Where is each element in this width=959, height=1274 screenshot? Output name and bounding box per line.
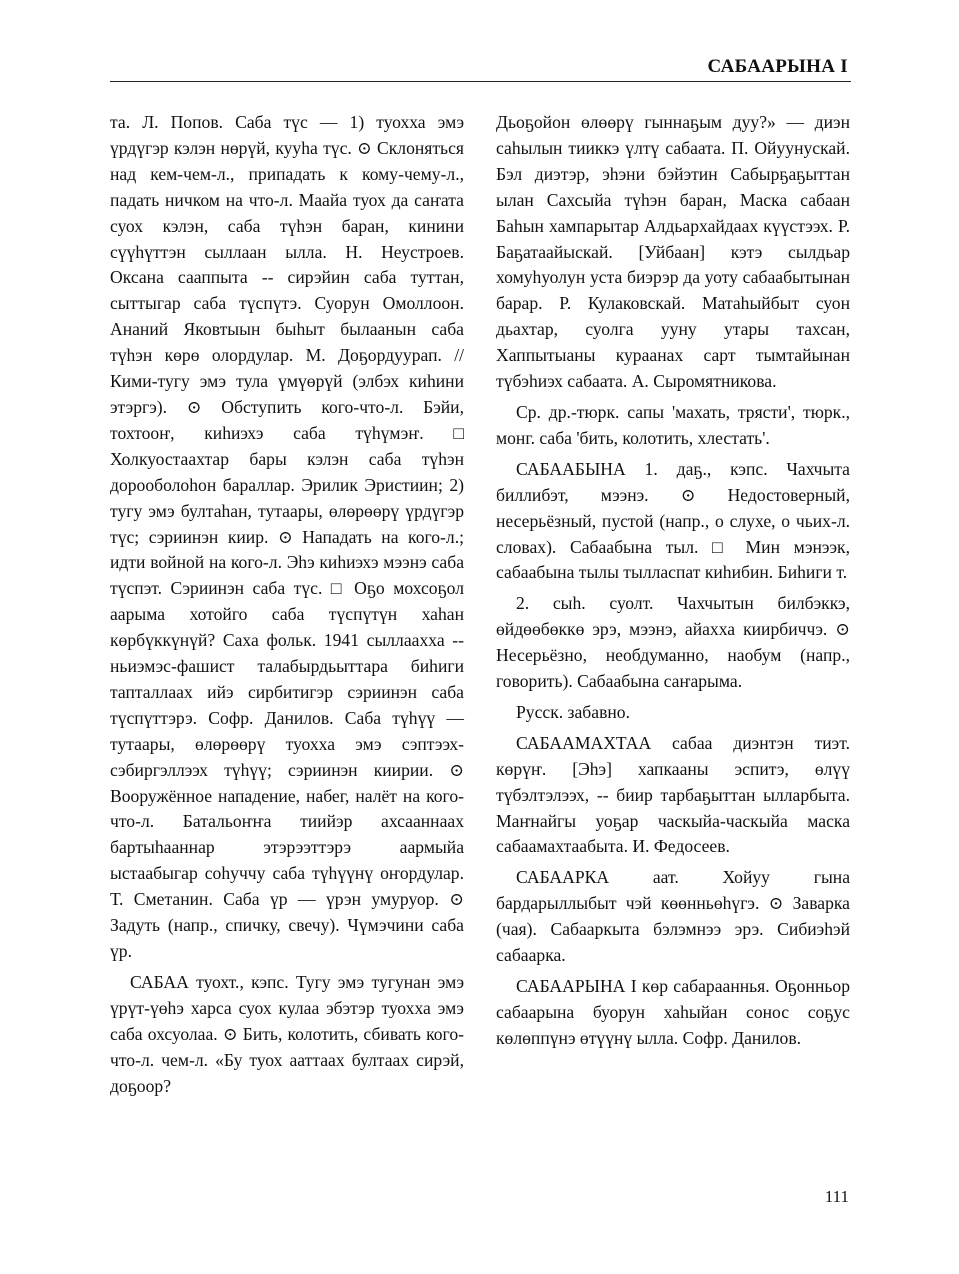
entry-paragraph: Дьоҕойон өлөөрү гыннаҕым дуу?» — диэн саһылын тииккэ үлтү сабаата. П. Ойуунускай. Бэл диэтэр, эһэни бэйэтин Сабырҕаҕыттан ылан Сахсыйа түһэн баран, Маска сабаан Баһын хампарытар Алдьархайдаах күүстээх. Р. Баҕатаайыскай. [Уйбаан] кэтэ сылдьар хомуһуолун уста биэрэр да уоту сабаабытынан барар. Р. Кулаковскай. Матаһыйбыт суон дьахтар, суолга ууну утары тахсан, Хаппытыаны кураанах сарт тымтайынан түбэһиэх сабаата. А. Сыромятникова. <box>496 112 850 392</box>
entry-sabaabyna-sense-2: 2. сыһ. суолт. Чахчытын билбэккэ, өйдөөбөккө эрэ, мээнэ, айахха киирбиччэ. ⊙ Несерьёзно, необдуманно, наобум (напр., говорить). Сабаабына саҥарыма. <box>496 593 850 692</box>
entry-sabaarka: САБААРКА аат. Хойуу гына бардарыллыбыт чэй көөнньөһүгэ. ⊙ Заварка (чая). Сабааркыта бэлэмнээ эрэ. Сибиэһэй сабаарка. <box>496 867 850 966</box>
right-column <box>496 110 850 1052</box>
left-column <box>110 110 464 1099</box>
etymology-note: Русск. забавно. <box>516 701 630 722</box>
entry-paragraph: та. Л. Попов. Саба түс — 1) туохха эмэ үрдүгэр кэлэн нөрүй, кууһа түс. ⊙ Склоняться над кем-чем-л., припадать к кому-чему-л., падать ничком на что-л. Маайа туох да саҥата суох кэлэн, саба түһэн баран, кинини сүүһүттэн сыллаан ылла. Н. Неустроев. Оксана сааппыта -- сирэйин саба туттан, сыттыгар саба түспүтэ. Суорун Омоллоон. Ананий Яковтыын быһыт былаанын саба түһэн көрө олордулар. М. Доҕордуурап. // Кими-тугу эмэ тула үмүөрүй (элбэх киһини этэргэ). ⊙ Обступить кого-что-л. Бэйи, тохтооҥ, киһиэхэ саба түһүмэҥ. □ Холкуостаахтар бары кэлэн саба түһэн дорооболоһон бараллар. Эрилик Эристиин; 2) тугу эмэ бултаһан, тутаары, өлөрөөрү үрдүгэр түс; сэриинэн киир. ⊙ Нападать на кого-л.; идти войной на кого-л. Эһэ киһиэхэ мээнэ саба түспэт. Сэриинэн саба түс. □ Оҕо мохсоҕол аарыма хотойго саба түспүтүн хаһан көрбүккүнүй? Саха фольк. 1941 сыллаахха -- ньиэмэс-фашист талабырдьыттара биһиги тапталлаах ийэ сирбитигэр сэриинэн саба түспүттэрэ. Софр. Данилов. Саба түһүү — тутаары, өлөрөөрү туохха эмэ сэптээх-сэбиргэллээх түһүү; сэриинэн киирии. ⊙ Вооружённое нападение, набег, налёт на кого-что-л. Батальоҥҥа тиийэр ахсааннаах бартыһааннар этэрээттэрэ аармыйа ыстаабыгар соһуччу саба түһүүнү оҥордулар. Т. Сметанин. Саба үр — үрэн умуруор. ⊙ Задуть (напр., спичку, свечу). Чүмэчини саба үр. <box>110 112 464 961</box>
entry-sabaa: САБАА туохт., кэпс. Тугу эмэ тугунан эмэ үрүт-үөһэ харса суох кулаа эбэтэр туохха эмэ саба охсуолаа. ⊙ Бить, колотить, сбивать кого-что-л. чем-л. «Бу туох ааттаах бултаах сирэй, доҕоор? <box>110 971 464 1096</box>
entry-sabaabyna: САБААБЫНА 1. даҕ., кэпс. Чахчыта биллибэт, мээнэ. ⊙ Недостоверный, несерьёзный, пустой (напр., о слухе, о чьих-л. словах). Сабаабына тыл. □ Мин мэнээк, сабаабына тылы тылласпат киһибин. Биһиги т. <box>496 458 850 583</box>
page-number: 111 <box>824 1187 849 1206</box>
running-head: САБААРЫНА I <box>707 56 848 77</box>
entry-sabaamakhtaa: САБААМАХТАА сабаа диэнтэн тиэт. көрүҥ. [Эһэ] хапкааны эспитэ, өлүү түбэлтэлээх, -- биир тарбаҕыттан ылларбыта. Маҥнайгы уоҕар часкыйа-часкыйа маска сабаамахтаабыта. И. Федосеев. <box>496 732 850 857</box>
etymology-note: Ср. др.-тюрк. сапы 'махать, трясти', тюрк., монг. саба 'бить, колотить, хлестать'. <box>496 401 850 448</box>
entry-sabaaryna: САБААРЫНА I көр сабарааннья. Оҕонньор сабаарына буорун хаһыйан сонос соҕус көлөппүнэ өтүүнү ылла. Софр. Данилов. <box>496 976 850 1048</box>
header-rule <box>110 81 851 82</box>
